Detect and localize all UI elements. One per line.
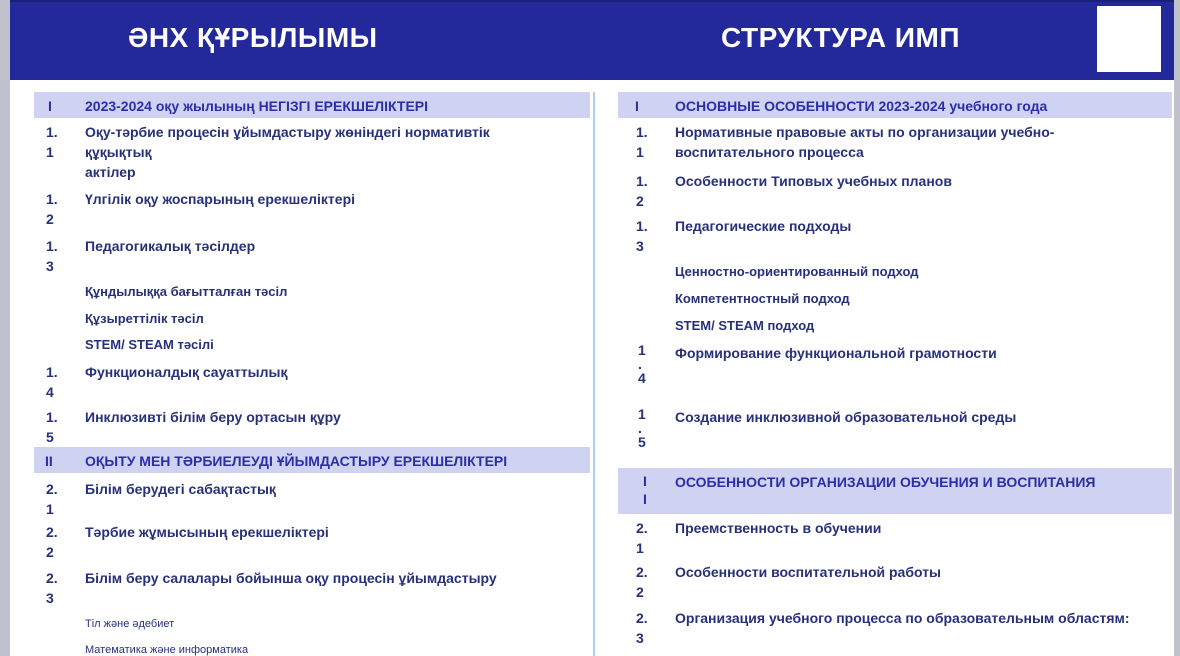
left-section-1-header <box>34 92 590 118</box>
section-title: ОСОБЕННОСТИ ОРГАНИЗАЦИИ ОБУЧЕНИЯ И ВОСПИТАНИЯ <box>675 474 1096 490</box>
section-number: I <box>635 98 639 114</box>
section-title: ОҚЫТУ МЕН ТӘРБИЕЛЕУДІ ҰЙЫМДАСТЫРУ ЕРЕКШЕЛІКТЕРІ <box>85 453 508 469</box>
section-number: I I <box>643 473 647 507</box>
approach-item: Ценностно-ориентированный подход <box>675 264 919 279</box>
logo-placeholder <box>1097 6 1161 72</box>
subject-item: Тіл және әдебиет <box>85 618 175 630</box>
section-number: I <box>48 98 52 114</box>
title-banner <box>10 0 1174 80</box>
approach-item: STEM/ STEAM тәсілі <box>85 337 214 352</box>
slide: ӘНХ ҚҰРЫЛЫМЫ СТРУКТУРА ИМП I 2023-2024 оқу жылының НЕГІЗГІ ЕРЕКШЕЛІКТЕРІ 1. 1 Оқу-тәрбие процесін ұйымдастыру жөніндегі нормативтік құқықтық актілер 1. 2 Үлгілік оқу жоспарының ерекшеліктері 1. 3 Педагогикалық тәсілдер Құндылыққа бағытталған тәсіл Құзыреттілік тәсіл STEM/ STEAM тәсілі 1. 4 Функционалдық сауаттылық 1. 5 Инклюзивті білім беру ортасын құру II ОҚЫТУ МЕН ТӘРБИЕЛЕУДІ ҰЙЫМДАСТЫРУ ЕРЕКШЕЛІКТЕРІ 2. 1 Білім берудегі сабақтастық 2. 2 Тәрбие жұмысының ерекшеліктері 2. 3 Білім беру салалары бойынша оқу процесін ұйымдастыру Тіл және әдебиет Математика және информатика I ОСНОВНЫЕ ОСОБЕННОСТИ 2023-2024 учебного года 1. 1 Нормативные правовые акты по организации учебно- воспитательного процесса 1. 2 Особенности Типовых учебных планов 1. 3 Педагогические подходы Ценностно-ориентированный подход Компетентностный подход STEM/ STEAM подход 1 . 4 Формирование функциональной грамотности 1 . 5 Создание инклюзивной образовательной среды I I ОСОБЕННОСТИ ОРГАНИЗАЦИИ ОБУЧЕНИЯ И ВОСПИТАНИЯ 2. 1 Преемственность в обучении 2. 2 Особенности воспитательной работы 2. 3 Организация учебного процесса по образовательным областям: <box>10 0 1174 656</box>
section-title: 2023-2024 оқу жылының НЕГІЗГІ ЕРЕКШЕЛІКТЕРІ <box>85 98 429 114</box>
subject-item: Математика және информатика <box>85 644 249 656</box>
section-title: ОСНОВНЫЕ ОСОБЕННОСТИ 2023-2024 учебного года <box>675 98 1048 114</box>
approach-item: STEM/ STEAM подход <box>675 318 815 333</box>
approach-item: Құндылыққа бағытталған тәсіл <box>85 284 288 299</box>
russian-title: СТРУКТУРА ИМП <box>721 22 960 53</box>
approach-item: Компетентностный подход <box>675 291 850 306</box>
column-divider <box>593 92 595 656</box>
approach-item: Құзыреттілік тәсіл <box>85 311 204 326</box>
kazakh-title: ӘНХ ҚҰРЫЛЫМЫ <box>128 22 378 53</box>
right-section-1-header <box>618 92 1172 118</box>
section-number: II <box>45 453 53 469</box>
left-section-2-header <box>34 447 590 473</box>
right-section-2-header <box>618 468 1172 514</box>
